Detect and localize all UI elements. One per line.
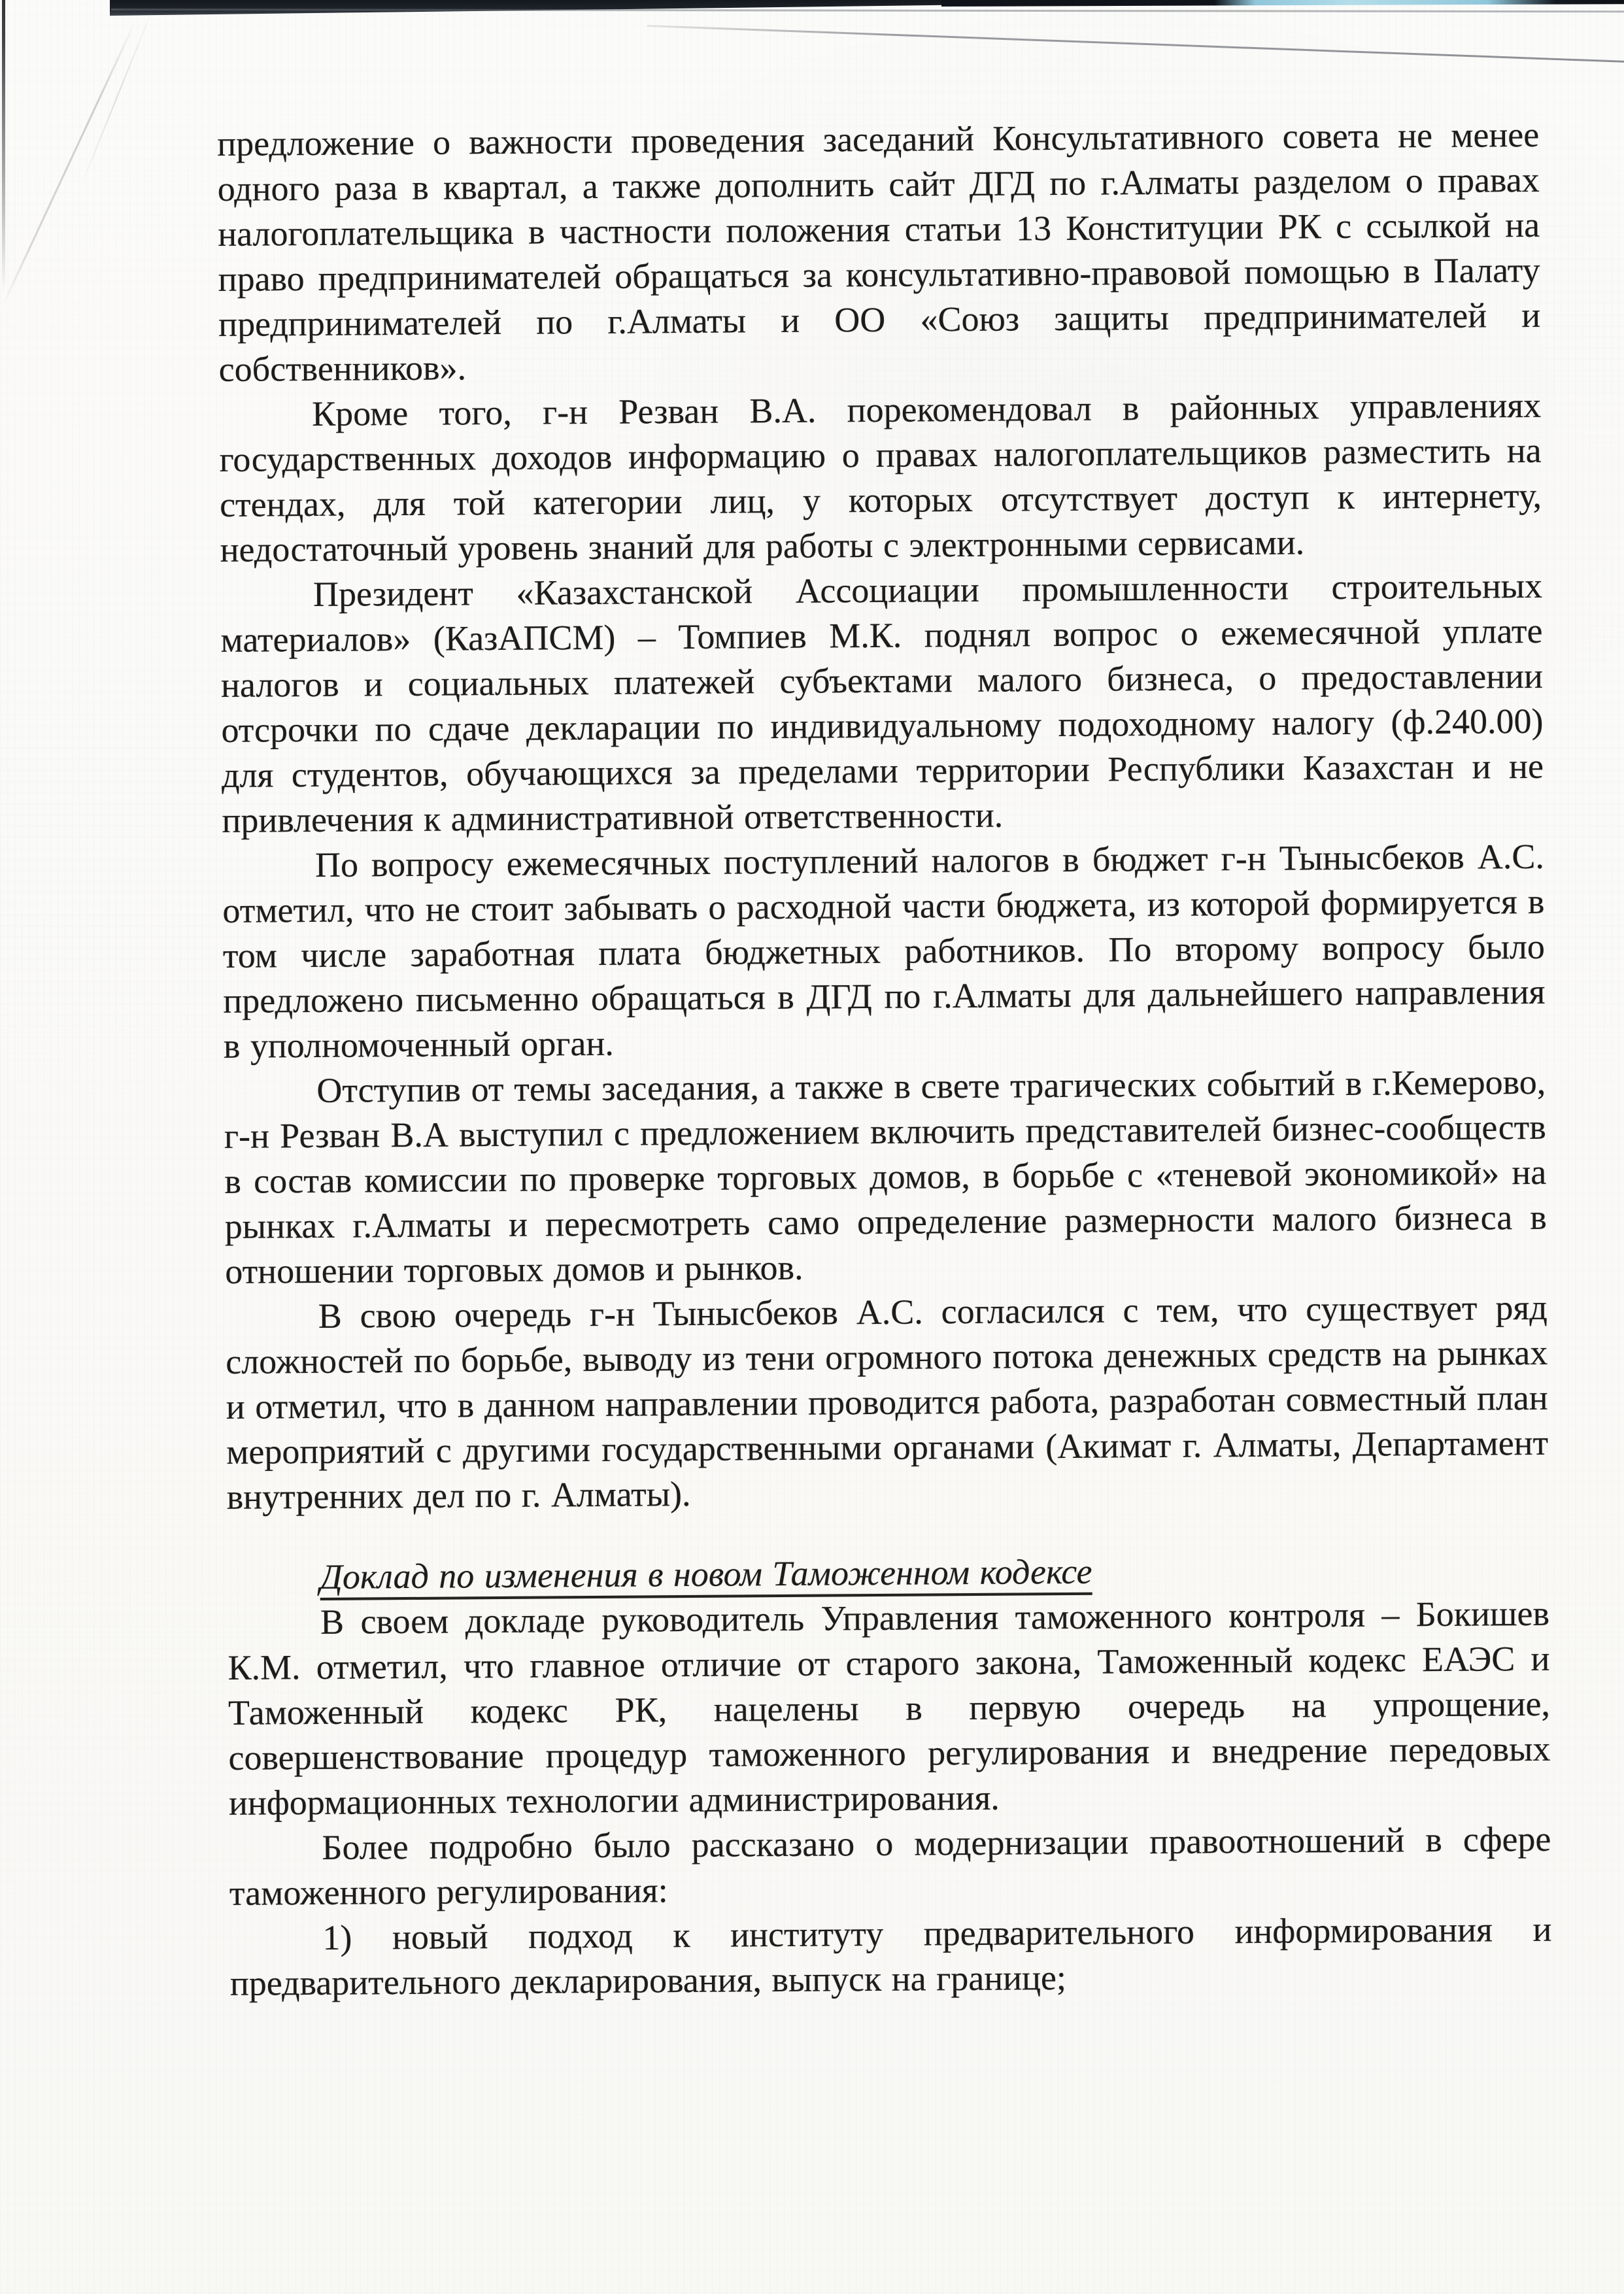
paragraph: По вопросу ежемесячных поступлений налогов в бюджет г-н Тынысбеков А.С. отметил, что не стоит забывать о расходной части бюджета, из которой формируется в том числе заработная плата бюджетных работников. По второму вопросу было предложено письменно обращаться в ДГД по г.Алматы для дальнейшего направления в уполномоченный орган. (222, 836, 1546, 1066)
paragraph: Президент «Казахстанской Ассоциации промышленности строительных материалов» (КазАПСМ) – Томпиев М.К. поднял вопрос о ежемесячной уплате налогов и социальных платежей субъектами малого бизнеса, о предоставлении отсрочки по сдаче декларации по индивидуальному подоходному налогу (ф.240.00) для студентов, обучающихся за пределами территории Республики Казахстан и не привлечения к административной ответственности. (220, 565, 1544, 840)
paragraph: Кроме того, г-н Резван В.А. порекомендовал в районных управлениях государственных доходов информацию о правах налогоплательщиков разместить на стендах, для той категории лиц, у которых отсутствует доступ к интернету, недостаточный уровень знаний для работы с электронными сервисами. (219, 385, 1542, 569)
paper-crease-line (1, 22, 136, 308)
paragraph: В своем докладе руководитель Управления таможенного контроля – Бокишев К.М. отметил, что главное отличие от старого закона, Таможенный кодекс ЕАЭС и Таможенный кодекс РК, нацелены в первую очередь на упрощение, совершенствование процедур таможенного регулирования и внедрение передовых информационных технологии администрирования. (228, 1593, 1551, 1823)
left-scan-edge-line (2, 0, 5, 293)
scanner-edge-strip (941, 0, 1624, 7)
document-text (217, 112, 1552, 2006)
scanner-edge-band (110, 0, 1025, 16)
paper-crease-line-faint (80, 6, 154, 188)
paragraph: Отступив от темы заседания, а также в свете трагических событий в г.Кемерово, г-н Резван В.А выступил с предложением включить представителей бизнес-сообществ в состав комиссии по проверке торговых домов, в борьбе с «теневой экономикой» на рынках г.Алматы и пересмотреть само определение размерности малого бизнеса в отношении торговых домов и рынков. (224, 1062, 1547, 1291)
page-edge-diagonal-line (647, 25, 1624, 63)
list-item-1: 1) новый подход к институту предварительного информирования и предварительного декларирования, выпуск на границе; (229, 1909, 1552, 2003)
section-heading-text: Доклад по изменения в новом Таможенном кодексе (320, 1551, 1092, 1596)
paragraph: В свою очередь г-н Тынысбеков А.С. согласился с тем, что существует ряд сложностей по борьбе, выводу из тени огромного потока денежных средств на рынках и отметил, что в данном направлении проводится работа, разработан совместный план мероприятий с другими государственными органами (Акимат г. Алматы, Департамент внутренних дел по г. Алматы). (226, 1287, 1549, 1517)
paragraph-continuation: предложение о важности проведения заседаний Консультативного совета не менее одного раза в квартал, а также дополнить сайт ДГД по г.Алматы разделом о правах налогоплательщика в частности положения статьи 13 Конституции РК с ссылкой на право предпринимателей обращаться за консультативно-правовой помощью в Палату предпринимателей по г.Алматы и ОО «Союз защиты предпринимателей и собственников». (217, 114, 1541, 389)
paragraph: Более подробно было рассказано о модернизации правоотношений в сфере таможенного регулирования: (229, 1819, 1551, 1913)
